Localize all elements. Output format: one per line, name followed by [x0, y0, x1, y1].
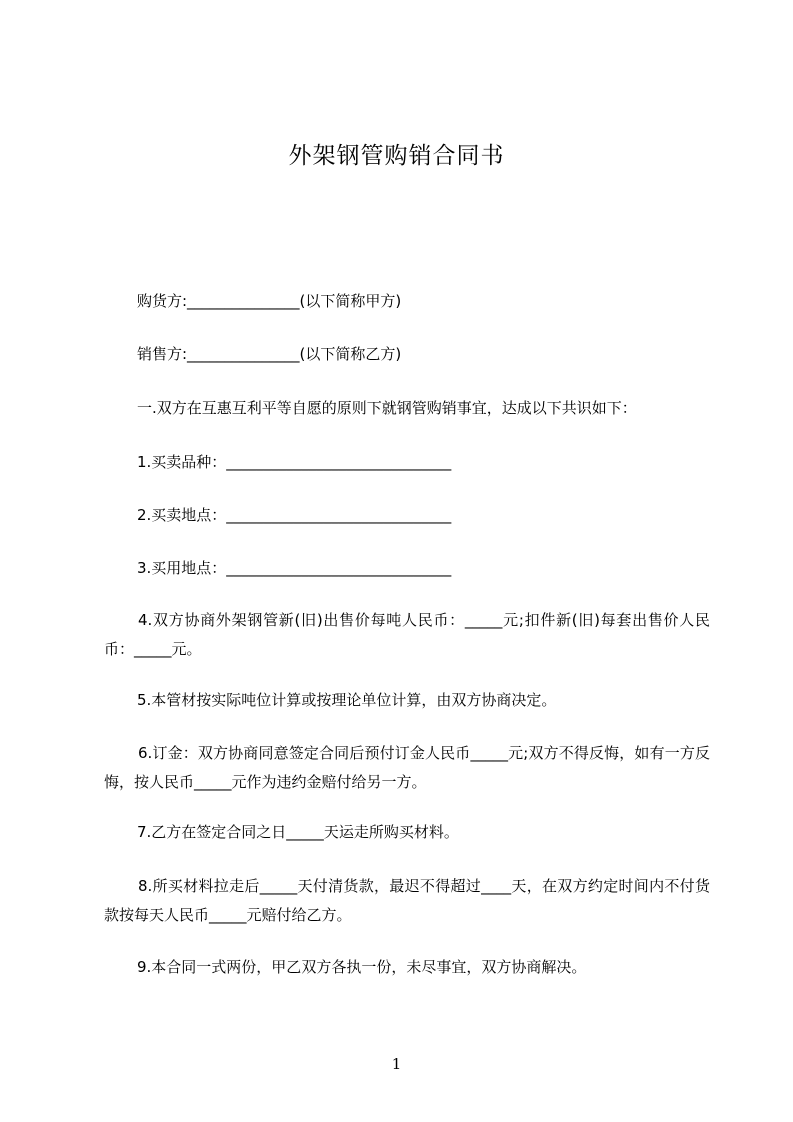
page-number: 1: [391, 1055, 402, 1073]
document-title: 外架钢管购销合同书: [288, 143, 505, 169]
clause-4: 4.双方协商外架钢管新(旧)出售价每吨人民币：_____元;扣件新(旧)每套出售价人民币：_____元。: [104, 611, 710, 658]
clause-9: 9.本合同一式两份，甲乙双方各执一份，未尽事宜，双方协商解决。: [137, 958, 587, 976]
clause-7: 7.乙方在签定合同之日_____天运走所购买材料。: [137, 823, 459, 841]
seller-line: 销售方:_______________(以下简称乙方): [137, 345, 402, 363]
clause-1: 1.买卖品种：______________________________: [137, 453, 452, 471]
clause-5: 5.本管材按实际吨位计算或按理论单位计算，由双方协商决定。: [137, 691, 557, 709]
clause-6: 6.订金：双方协商同意签定合同后预付订金人民币_____元;双方不得反悔，如有一方反悔，按人民币_____元作为违约金赔付给另一方。: [104, 744, 710, 791]
intro-paragraph: 一.双方在互惠互利平等自愿的原则下就钢管购销事宜，达成以下共识如下：: [137, 399, 637, 417]
buyer-line: 购货方:_______________(以下简称甲方): [137, 292, 402, 310]
clause-2: 2.买卖地点：______________________________: [137, 506, 452, 524]
clause-8: 8.所买材料拉走后_____天付清货款，最迟不得超过____天，在双方约定时间内不付货款按每天人民币_____元赔付给乙方。: [104, 877, 710, 924]
clause-3: 3.买用地点：______________________________: [137, 559, 452, 577]
